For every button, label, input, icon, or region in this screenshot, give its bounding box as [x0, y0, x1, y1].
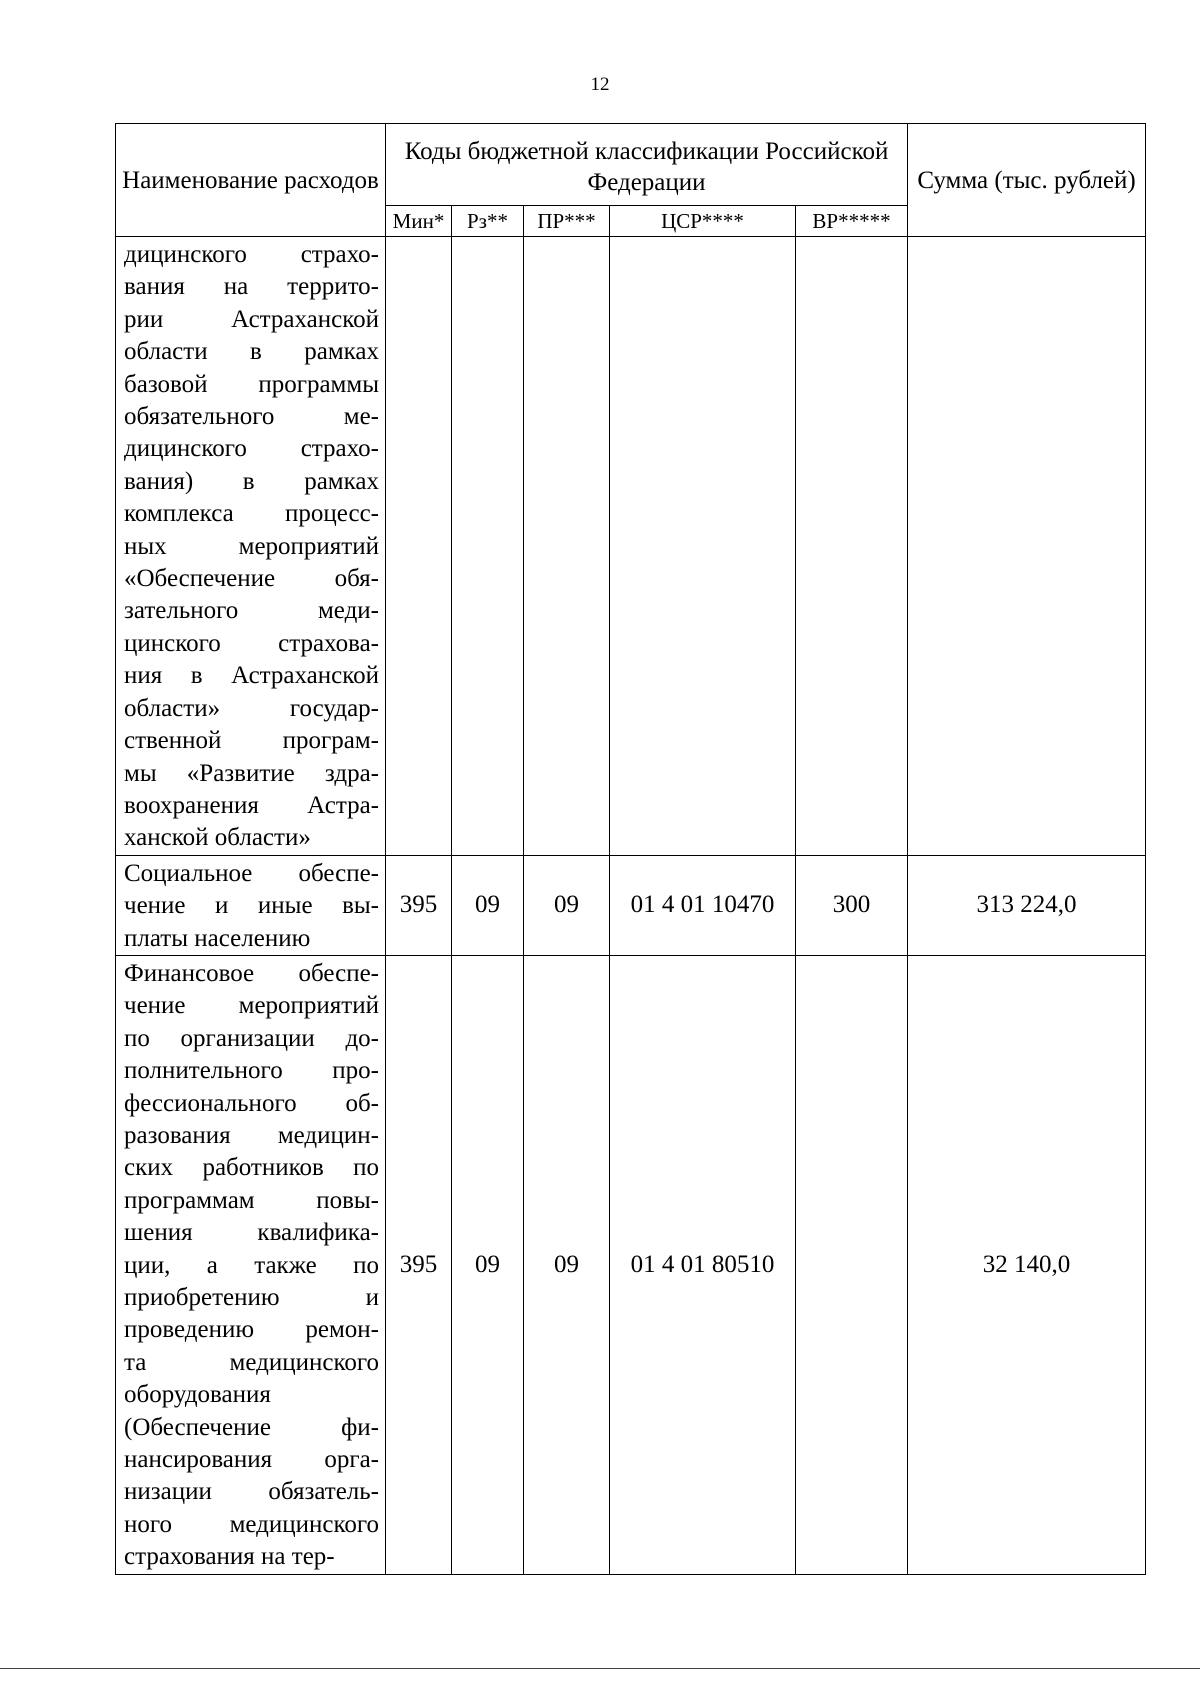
- header-min: Мин*: [386, 206, 452, 237]
- budget-table: [115, 123, 1146, 1575]
- expense-name-line: проведению ремон-: [124, 1316, 379, 1344]
- header-rz: Рз**: [452, 206, 524, 237]
- expense-name-line: фессионального об-: [124, 1089, 379, 1117]
- expense-name-line: полнительного про-: [124, 1057, 379, 1085]
- expense-name-line: шения квалифика-: [124, 1219, 379, 1247]
- cell-rz: [452, 237, 524, 856]
- expense-name-line: комплекса процесс-: [124, 500, 379, 528]
- header-csr: ЦСР****: [610, 206, 796, 237]
- expense-name-line: программам повы-: [124, 1186, 379, 1214]
- expense-name-line: ских работников по: [124, 1154, 379, 1182]
- expense-name-line: «Обеспечение обя-: [124, 565, 379, 593]
- expense-name-line: ственной програм-: [124, 727, 379, 755]
- cell-min: [386, 237, 452, 856]
- expense-name-line: цинского страхова-: [124, 629, 379, 657]
- expense-name-line: чение и иные вы-: [124, 892, 379, 920]
- expense-name-line: оборудования: [124, 1381, 271, 1409]
- expense-name-line: воохранения Астра-: [124, 791, 379, 819]
- expense-name-line: области в рамках: [124, 338, 379, 366]
- expense-name-line: ния в Астраханской: [124, 662, 379, 690]
- header-vr: ВР*****: [796, 206, 908, 237]
- cell-sum: 32 140,0: [908, 955, 1146, 1574]
- expense-name-line: платы населению: [124, 924, 311, 952]
- header-budget-codes: Коды бюджетной классификации Российской Федерации: [386, 124, 908, 206]
- expense-name-line: зательного меди-: [124, 597, 379, 625]
- cell-pr: [524, 237, 610, 856]
- expense-name-line: низации обязатель-: [124, 1478, 379, 1506]
- table-row: [116, 955, 1146, 1574]
- expense-name-line: по организации до-: [124, 1024, 379, 1052]
- cell-min: 395: [386, 855, 452, 955]
- expense-name-cell: [116, 237, 386, 856]
- expense-name-line: мы «Развитие здра-: [124, 759, 379, 787]
- expense-name-line: нансирования орга-: [124, 1446, 379, 1474]
- header-expense-name: Наименование расходов: [116, 124, 386, 237]
- cell-min: 395: [386, 955, 452, 1574]
- cell-sum: [908, 237, 1146, 856]
- expense-name-line: та медицинского: [124, 1348, 379, 1376]
- cell-pr: 09: [524, 855, 610, 955]
- expense-name-cell: [116, 955, 386, 1574]
- expense-name-line: разования медицин-: [124, 1121, 379, 1149]
- footer-rule: [0, 1668, 1200, 1669]
- table-row: [116, 855, 1146, 955]
- cell-vr: [796, 955, 908, 1574]
- cell-vr: [796, 237, 908, 856]
- expense-name-line: чение мероприятий: [124, 992, 379, 1020]
- expense-name-line: (Обеспечение фи-: [124, 1413, 379, 1441]
- page-number: 12: [590, 74, 610, 95]
- expense-name-line: обязательного ме-: [124, 403, 379, 431]
- expense-name-line: области» государ-: [124, 694, 379, 722]
- cell-pr: 09: [524, 955, 610, 1574]
- expense-name-line: страхования на тер-: [124, 1543, 335, 1571]
- expense-name-line: ции, а также по: [124, 1251, 379, 1279]
- cell-csr: 01 4 01 10470: [610, 855, 796, 955]
- expense-name-line: базовой программы: [124, 370, 379, 398]
- cell-csr: 01 4 01 80510: [610, 955, 796, 1574]
- expense-name-line: ных мероприятий: [124, 532, 379, 560]
- expense-name-line: ханской области»: [124, 824, 311, 852]
- header-sum: Сумма (тыс. рублей): [908, 124, 1146, 237]
- cell-rz: 09: [452, 855, 524, 955]
- expense-name-line: рии Астраханской: [124, 305, 379, 333]
- expense-name-line: Финансовое обеспе-: [124, 959, 379, 987]
- expense-name-line: вания) в рамках: [124, 467, 379, 495]
- expense-name-line: Социальное обеспе-: [124, 859, 379, 887]
- cell-vr: 300: [796, 855, 908, 955]
- cell-sum: 313 224,0: [908, 855, 1146, 955]
- expense-name-line: приобретению и: [124, 1284, 379, 1311]
- expense-name-cell: [116, 855, 386, 955]
- expense-name-line: вания на террито-: [124, 273, 379, 301]
- cell-rz: 09: [452, 955, 524, 1574]
- expense-name-line: дицинского страхо-: [124, 241, 379, 268]
- expense-name-line: дицинского страхо-: [124, 435, 379, 463]
- expense-name-line: ного медицинского: [124, 1510, 379, 1538]
- header-pr: ПР***: [524, 206, 610, 237]
- table-row: [116, 237, 1146, 856]
- cell-csr: [610, 237, 796, 856]
